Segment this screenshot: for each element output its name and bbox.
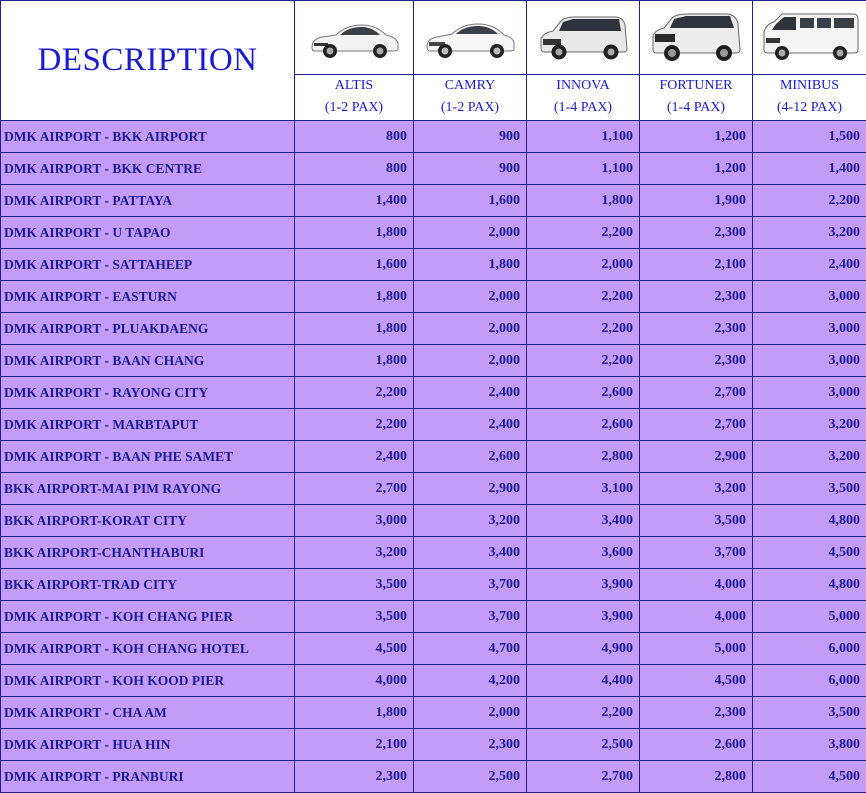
price-cell: 1,400 (753, 153, 866, 185)
price-cell: 3,200 (753, 217, 866, 249)
price-cell: 2,600 (527, 409, 640, 441)
price-cell: 2,400 (753, 249, 866, 281)
description-heading: DESCRIPTION (1, 1, 295, 121)
price-cell: 2,000 (414, 313, 527, 345)
price-cell: 1,800 (295, 697, 414, 729)
price-cell: 2,900 (640, 441, 753, 473)
price-cell: 4,700 (414, 633, 527, 665)
vehicle-pax: (4-12 PAX) (776, 100, 843, 115)
price-cell: 3,000 (753, 345, 866, 377)
table-row (1, 729, 866, 761)
price-cell: 2,900 (414, 473, 527, 505)
price-cell: 5,000 (640, 633, 753, 665)
price-cell: 6,000 (753, 665, 866, 697)
vehicle-header-minibus (753, 75, 866, 121)
route-cell: BKK AIRPORT-MAI PIM RAYONG (1, 473, 295, 505)
price-cell: 6,000 (753, 633, 866, 665)
vehicle-name: MINIBUS (779, 78, 840, 93)
price-cell: 2,100 (640, 249, 753, 281)
price-cell: 2,200 (527, 281, 640, 313)
price-cell: 1,600 (414, 185, 527, 217)
table-row (1, 185, 866, 217)
price-cell: 4,500 (753, 761, 866, 793)
table-row (1, 121, 866, 153)
route-cell: DMK AIRPORT - CHA AM (1, 697, 295, 729)
price-cell: 2,200 (527, 697, 640, 729)
price-cell: 4,500 (753, 537, 866, 569)
price-cell: 3,000 (753, 377, 866, 409)
table-row (1, 409, 866, 441)
vehicle-image-camry (414, 1, 527, 75)
price-table-body (1, 121, 866, 793)
vehicle-image-minibus (753, 1, 866, 75)
table-row (1, 441, 866, 473)
price-cell: 2,300 (640, 217, 753, 249)
price-cell: 1,800 (295, 345, 414, 377)
table-row (1, 281, 866, 313)
vehicle-pax: (1-2 PAX) (440, 100, 500, 115)
price-cell: 4,500 (295, 633, 414, 665)
price-cell: 2,300 (640, 281, 753, 313)
price-cell: 2,000 (414, 281, 527, 313)
price-cell: 4,000 (295, 665, 414, 697)
price-cell: 4,000 (640, 569, 753, 601)
table-row (1, 473, 866, 505)
table-row (1, 569, 866, 601)
price-cell: 3,200 (640, 473, 753, 505)
price-cell: 3,200 (295, 537, 414, 569)
price-cell: 1,400 (295, 185, 414, 217)
route-cell: BKK AIRPORT-CHANTHABURI (1, 537, 295, 569)
table-row (1, 217, 866, 249)
price-cell: 1,200 (640, 153, 753, 185)
price-cell: 3,900 (527, 601, 640, 633)
route-cell: DMK AIRPORT - RAYONG CITY (1, 377, 295, 409)
vehicle-header-altis (295, 75, 414, 121)
price-cell: 3,500 (295, 569, 414, 601)
price-cell: 2,000 (414, 345, 527, 377)
route-cell: DMK AIRPORT - PRANBURI (1, 761, 295, 793)
price-cell: 2,600 (640, 729, 753, 761)
table-row (1, 345, 866, 377)
price-cell: 3,600 (527, 537, 640, 569)
price-cell: 2,600 (527, 377, 640, 409)
price-cell: 2,700 (527, 761, 640, 793)
route-cell: DMK AIRPORT - PATTAYA (1, 185, 295, 217)
price-cell: 800 (295, 153, 414, 185)
route-cell: DMK AIRPORT - BAAN CHANG (1, 345, 295, 377)
sedan-car-icon (422, 13, 518, 63)
vehicle-image-fortuner (640, 1, 753, 75)
price-cell: 800 (295, 121, 414, 153)
vehicle-header-fortuner (640, 75, 753, 121)
price-cell: 3,700 (640, 537, 753, 569)
price-cell: 1,800 (295, 313, 414, 345)
price-cell: 900 (414, 153, 527, 185)
price-cell: 1,800 (295, 217, 414, 249)
vehicle-name: FORTUNER (659, 78, 733, 93)
price-cell: 3,000 (295, 505, 414, 537)
price-cell: 3,400 (527, 505, 640, 537)
sedan-car-icon (306, 13, 402, 63)
route-cell: DMK AIRPORT - PLUAKDAENG (1, 313, 295, 345)
price-cell: 4,200 (414, 665, 527, 697)
price-cell: 2,000 (414, 697, 527, 729)
price-cell: 3,900 (527, 569, 640, 601)
table-row (1, 761, 866, 793)
van-icon (760, 10, 860, 66)
price-cell: 2,300 (640, 697, 753, 729)
price-cell: 1,100 (527, 153, 640, 185)
price-cell: 4,000 (640, 601, 753, 633)
price-cell: 2,300 (640, 313, 753, 345)
table-row (1, 697, 866, 729)
price-cell: 5,000 (753, 601, 866, 633)
header-image-row (1, 1, 866, 75)
price-cell: 4,800 (753, 505, 866, 537)
vehicle-name: INNOVA (556, 78, 610, 93)
price-cell: 3,500 (640, 505, 753, 537)
price-cell: 3,700 (414, 569, 527, 601)
vehicle-name: CAMRY (444, 78, 496, 93)
table-row (1, 377, 866, 409)
price-cell: 2,000 (414, 217, 527, 249)
price-cell: 2,800 (640, 761, 753, 793)
route-cell: DMK AIRPORT - BAAN PHE SAMET (1, 441, 295, 473)
price-cell: 900 (414, 121, 527, 153)
price-cell: 2,100 (295, 729, 414, 761)
price-cell: 4,500 (640, 665, 753, 697)
price-cell: 2,700 (295, 473, 414, 505)
route-cell: DMK AIRPORT - KOH KOOD PIER (1, 665, 295, 697)
table-row (1, 313, 866, 345)
price-cell: 3,500 (295, 601, 414, 633)
price-cell: 2,400 (295, 441, 414, 473)
table-row (1, 249, 866, 281)
price-cell: 1,600 (295, 249, 414, 281)
price-cell: 3,200 (753, 409, 866, 441)
vehicle-image-innova (527, 1, 640, 75)
price-cell: 2,600 (414, 441, 527, 473)
price-cell: 2,700 (640, 377, 753, 409)
table-row (1, 537, 866, 569)
vehicle-header-camry (414, 75, 527, 121)
price-cell: 3,200 (414, 505, 527, 537)
price-cell: 1,100 (527, 121, 640, 153)
price-cell: 2,800 (527, 441, 640, 473)
vehicle-header-innova (527, 75, 640, 121)
route-cell: DMK AIRPORT - SATTAHEEP (1, 249, 295, 281)
route-cell: BKK AIRPORT-TRAD CITY (1, 569, 295, 601)
price-cell: 2,300 (414, 729, 527, 761)
price-cell: 2,400 (414, 377, 527, 409)
price-cell: 3,500 (753, 697, 866, 729)
route-cell: DMK AIRPORT - KOH CHANG HOTEL (1, 633, 295, 665)
route-cell: DMK AIRPORT - BKK CENTRE (1, 153, 295, 185)
route-cell: DMK AIRPORT - KOH CHANG PIER (1, 601, 295, 633)
price-cell: 3,700 (414, 601, 527, 633)
vehicle-pax: (1-4 PAX) (553, 100, 613, 115)
price-cell: 2,200 (295, 409, 414, 441)
price-cell: 1,900 (640, 185, 753, 217)
price-cell: 2,300 (640, 345, 753, 377)
price-cell: 4,900 (527, 633, 640, 665)
price-cell: 1,800 (414, 249, 527, 281)
table-row (1, 665, 866, 697)
mpv-car-icon (535, 11, 631, 65)
table-row (1, 601, 866, 633)
table-row (1, 153, 866, 185)
price-cell: 3,100 (527, 473, 640, 505)
price-cell: 3,500 (753, 473, 866, 505)
price-cell: 2,500 (414, 761, 527, 793)
price-cell: 3,000 (753, 281, 866, 313)
price-cell: 1,800 (527, 185, 640, 217)
price-cell: 3,400 (414, 537, 527, 569)
price-cell: 2,200 (527, 345, 640, 377)
vehicle-pax: (1-2 PAX) (324, 100, 384, 115)
price-cell: 1,500 (753, 121, 866, 153)
route-cell: DMK AIRPORT - HUA HIN (1, 729, 295, 761)
price-cell: 3,200 (753, 441, 866, 473)
price-cell: 2,200 (527, 313, 640, 345)
price-cell: 2,200 (295, 377, 414, 409)
route-cell: BKK AIRPORT-KORAT CITY (1, 505, 295, 537)
table-row (1, 633, 866, 665)
price-cell: 2,000 (527, 249, 640, 281)
price-cell: 2,700 (640, 409, 753, 441)
price-cell: 2,500 (527, 729, 640, 761)
price-cell: 4,800 (753, 569, 866, 601)
price-cell: 3,000 (753, 313, 866, 345)
route-cell: DMK AIRPORT - EASTURN (1, 281, 295, 313)
price-cell: 2,200 (753, 185, 866, 217)
price-cell: 1,200 (640, 121, 753, 153)
price-cell: 2,400 (414, 409, 527, 441)
route-cell: DMK AIRPORT - U TAPAO (1, 217, 295, 249)
price-cell: 3,800 (753, 729, 866, 761)
route-cell: DMK AIRPORT - MARBTAPUT (1, 409, 295, 441)
suv-car-icon (648, 10, 744, 66)
price-cell: 1,800 (295, 281, 414, 313)
price-cell: 4,400 (527, 665, 640, 697)
route-cell: DMK AIRPORT - BKK AIRPORT (1, 121, 295, 153)
vehicle-name: ALTIS (334, 78, 374, 93)
table-row (1, 505, 866, 537)
vehicle-image-altis (295, 1, 414, 75)
vehicle-pax: (1-4 PAX) (666, 100, 726, 115)
price-cell: 2,300 (295, 761, 414, 793)
price-cell: 2,200 (527, 217, 640, 249)
